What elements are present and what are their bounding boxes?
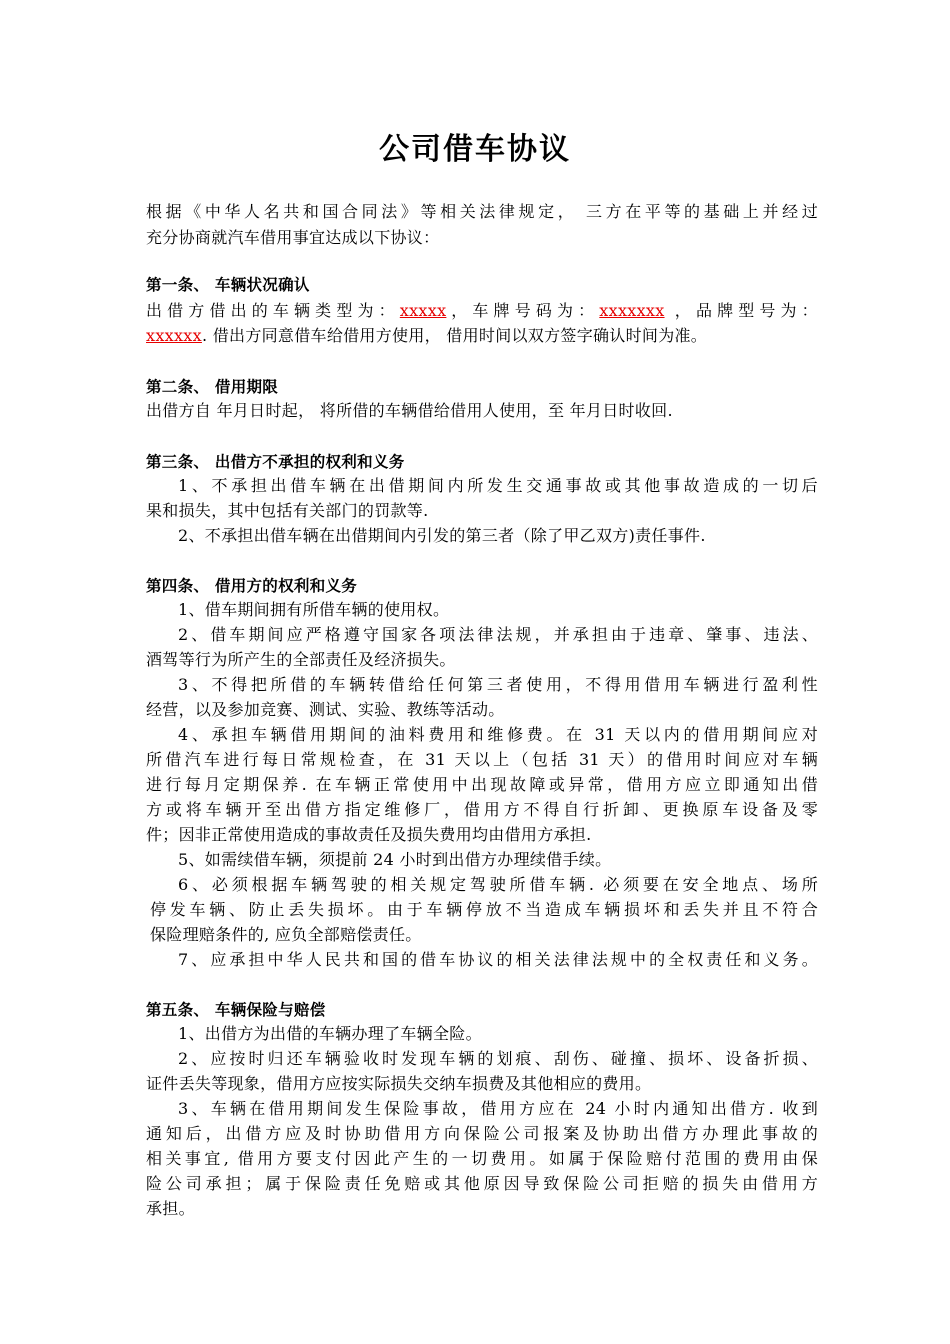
article-5-line: 承担。	[146, 1199, 195, 1218]
intro-line-2: 充分协商就汽车借用事宜达成以下协议：	[146, 228, 440, 247]
article-1-text-a: 出借方借出的车辆类型为：	[146, 301, 400, 320]
article-5-line: 险公司承担；属于保险责任免赔或其他原因导致保险公司拒赔的损失由借用方	[146, 1174, 818, 1193]
vehicle-type-blank: xxxxx	[399, 301, 447, 320]
article-4-line: 酒驾等行为所产生的全部责任及经济损失。	[146, 650, 456, 669]
article-3-line: 2、不承担出借车辆在出借期间内引发的第三者（除了甲乙双方)责任事件.	[178, 526, 706, 545]
article-4-line: 1、借车期间拥有所借车辆的使用权。	[178, 600, 450, 619]
intro-line-1: 根据《中华人名共和国合同法》等相关法律规定， 三方在平等的基础上并经过	[146, 202, 818, 221]
page-title: 公司借车协议	[379, 132, 571, 167]
article-4-line: 7、应承担中华人民共和国的借车协议的相关法律法规中的全权责任和义务。	[178, 950, 818, 969]
article-5-line: 1、出借方为出借的车辆办理了车辆全险。	[178, 1024, 482, 1043]
article-5-line: 证件丢失等现象，借用方应按实际损失交纳车损费及其他相应的费用。	[146, 1074, 652, 1093]
article-4-line: 2、借车期间应严格遵守国家各项法律法规，并承担由于违章、肇事、违法、	[178, 625, 818, 644]
article-5-line: 3、车辆在借用期间发生保险事故，借用方应在 24 小时内通知出借方. 收到	[178, 1099, 818, 1118]
article-3-heading: 第三条、 出借方不承担的权利和义务	[146, 453, 405, 471]
article-4-line: 进行每月定期保养. 在车辆正常使用中出现故障或异常，借用方应立即通知出借	[146, 775, 818, 794]
article-4-heading: 第四条、 借用方的权利和义务	[146, 577, 358, 595]
article-5-heading: 第五条、 车辆保险与赔偿	[146, 1001, 326, 1019]
model-blank: xxxxxx	[146, 326, 202, 345]
article-3-line: 果和损失，其中包括有关部门的罚款等.	[146, 501, 429, 520]
article-4-line: 所借汽车进行每日常规检查，在 31 天以上（包括 31 天）的借用时间应对车辆	[146, 750, 818, 769]
article-5-line: 2、应按时归还车辆验收时发现车辆的划痕、刮伤、碰撞、损坏、设备折损、	[178, 1049, 818, 1068]
article-5-line: 相关事宜, 借用方要支付因此产生的一切费用。如属于保险赔付范围的费用由保	[146, 1149, 818, 1168]
article-4-line: 6、必须根据车辆驾驶的相关规定驾驶所借车辆. 必须要在安全地点、场所	[178, 875, 818, 894]
article-1-line-1	[146, 299, 818, 323]
article-2-heading: 第二条、 借用期限	[146, 378, 279, 396]
article-4-line: 保险理赔条件的, 应负全部赔偿责任。	[150, 925, 422, 944]
article-2-line: 出借方自 年月日时起， 将所借的车辆借给借用人使用，至 年月日时收回.	[146, 401, 673, 420]
article-3-line: 1、不承担出借车辆在出借期间内所发生交通事故或其他事故造成的一切后	[178, 476, 818, 495]
article-4-line: 经营，以及参加竞赛、测试、实验、教练等活动。	[146, 700, 505, 719]
article-4-line: 3、不得把所借的车辆转借给任何第三者使用，不得用借用车辆进行盈利性	[178, 675, 818, 694]
article-1-line-2	[146, 324, 818, 348]
article-4-line: 5、如需续借车辆，须提前 24 小时到出借方办理续借手续。	[178, 850, 612, 869]
article-1-text-c: ，品牌型号为：	[664, 301, 818, 320]
article-4-line: 方或将车辆开至出借方指定维修厂，借用方不得自行折卸、更换原车设备及零	[146, 800, 818, 819]
article-1-text-b: ，车牌号码为：	[446, 301, 600, 320]
article-1-heading: 第一条、 车辆状况确认	[146, 276, 310, 294]
article-5-line: 通知后，出借方应及时协助借用方向保险公司报案及协助出借方办理此事故的	[146, 1124, 818, 1143]
article-1-text-d: . 借出方同意借车给借用方使用， 借用时间以双方签字确认时间为准。	[201, 326, 708, 345]
article-4-line: 停发车辆、防止丢失损坏。由于车辆停放不当造成车辆损坏和丢失并且不符合	[150, 900, 818, 919]
article-4-line: 件；因非正常使用造成的事故责任及损失费用均由借用方承担.	[146, 825, 592, 844]
plate-number-blank: xxxxxxx	[599, 301, 665, 320]
article-4-line: 4、承担车辆借用期间的油料费用和维修费。在 31 天以内的借用期间应对	[178, 725, 818, 744]
